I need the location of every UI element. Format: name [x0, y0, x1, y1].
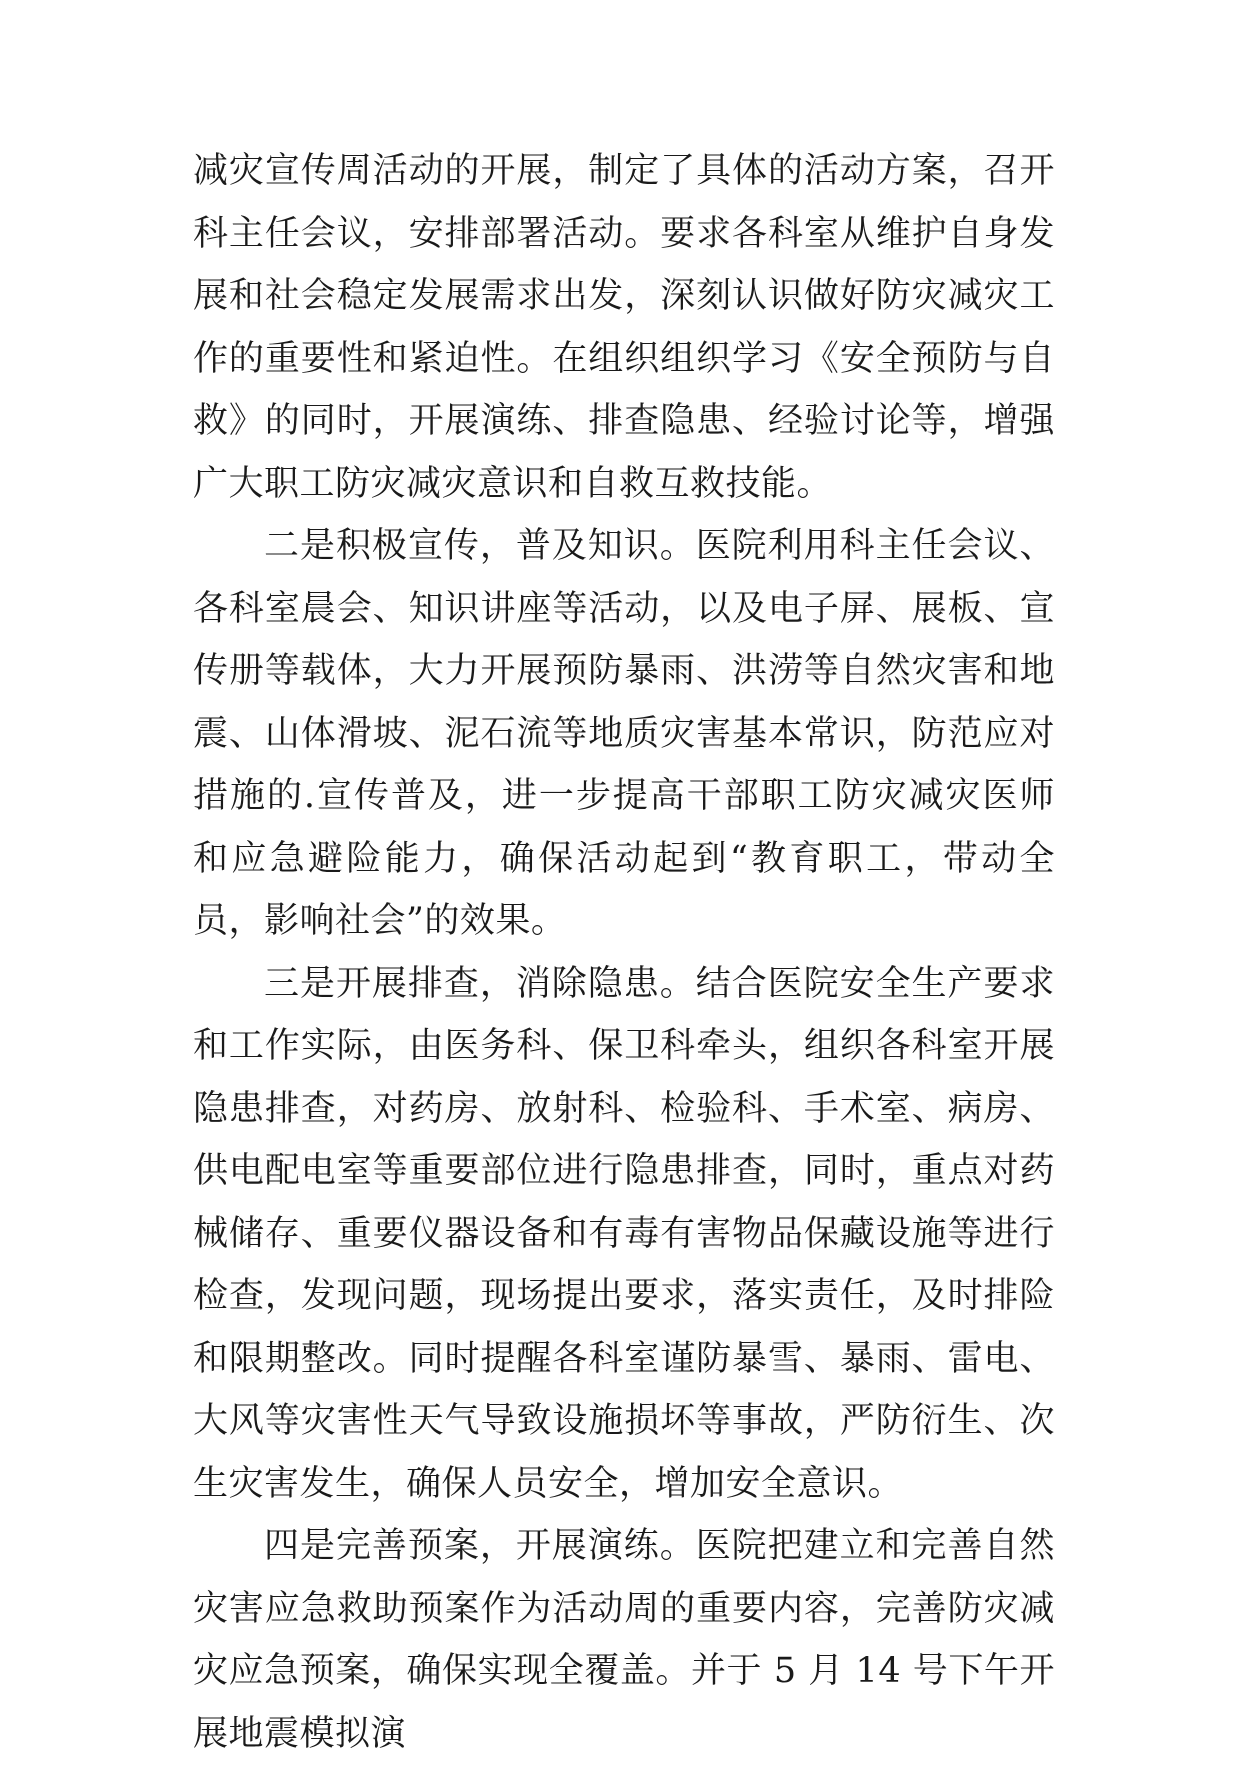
paragraph-emergency-plan: 四是完善预案，开展演练。医院把建立和完善自然灾害应急救助预案作为活动周的重要内容，完善防灾减灾应急预案，确保实现全覆盖。并于 5 月 14 号下午开展地震模拟演 [193, 1526, 1055, 1754]
document-body [193, 140, 1055, 1765]
paragraph-activity-plan: 减灾宣传周活动的开展，制定了具体的活动方案，召开科主任会议，安排部署活动。要求各科室从维护自身发展和社会稳定发展需求出发，深刻认识做好防灾减灾工作的重要性和紧迫性。在组织组织学习《安全预防与自救》的同时，开展演练、排查隐患、经验讨论等，增强广大职工防灾减灾意识和自救互救技能。 [193, 151, 1055, 504]
paragraph-publicity: 二是积极宣传，普及知识。医院利用科主任会议、各科室晨会、知识讲座等活动，以及电子屏、展板、宣传册等载体，大力开展预防暴雨、洪涝等自然灾害和地震、山体滑坡、泥石流等地质灾害基本常识，防范应对措施的.宣传普及，进一步提高干部职工防灾减灾医师和应急避险能力，确保活动起到“教育职工，带动全员，影响社会”的效果。 [193, 526, 1055, 941]
paragraph-hazard-inspection: 三是开展排查，消除隐患。结合医院安全生产要求和工作实际，由医务科、保卫科牵头，组织各科室开展隐患排查，对药房、放射科、检验科、手术室、病房、供电配电室等重要部位进行隐患排查，同时，重点对药械储存、重要仪器设备和有毒有害物品保藏设施等进行检查，发现问题，现场提出要求，落实责任，及时排险和限期整改。同时提醒各科室谨防暴雪、暴雨、雷电、大风等灾害性天气导致设施损坏等事故，严防衍生、次生灾害发生，确保人员安全，增加安全意识。 [193, 963, 1055, 1504]
